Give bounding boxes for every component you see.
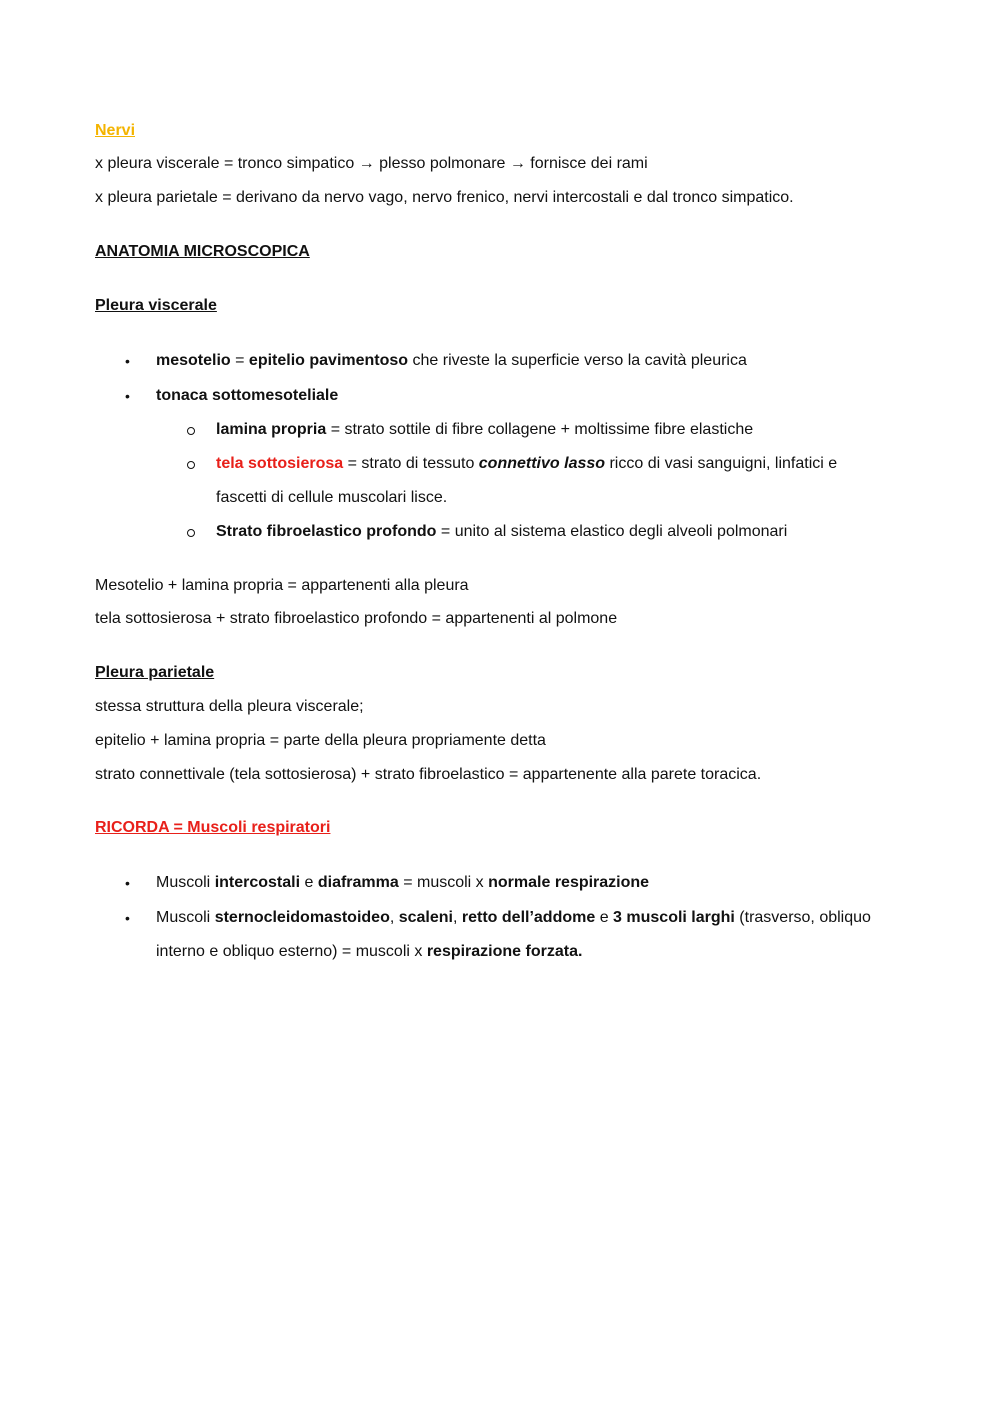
sublist-item-tela-sottosierosa: tela sottosierosa = strato di tessuto connettivo lasso ricco di vasi sanguigni, linfatici e xyxy=(216,455,838,472)
bullet-icon: • xyxy=(125,875,130,891)
list-item-mesotelio: mesotelio = epitelio pavimentoso che riveste la superficie verso la cavità pleurica xyxy=(156,352,747,369)
text-line-parietale-3: strato connettivale (tela sottosierosa) + strato fibroelastico = appartenente alla parete toracica. xyxy=(95,766,762,783)
text-line-tela-summary: tela sottosierosa + strato fibroelastico profondo = appartenenti al polmone xyxy=(95,610,618,627)
list-item-normale-respirazione: Muscoli intercostali e diaframma = muscoli x normale respirazione xyxy=(156,874,650,891)
list-item-continuation: interno e obliquo esterno) = muscoli x respirazione forzata. xyxy=(156,943,583,960)
arrow-right-icon: → xyxy=(509,155,526,172)
text-line-parietale-1: stessa struttura della pleura viscerale; xyxy=(95,698,364,715)
text-line-pleura-parietale-nervi: x pleura parietale = derivano da nervo vago, nervo frenico, nervi intercostali e dal tronco simpatico. xyxy=(95,189,794,206)
text-line-mesotelio-summary: Mesotelio + lamina propria = appartenenti alla pleura xyxy=(95,577,469,594)
bullet-icon: • xyxy=(125,388,130,404)
list-item-tonaca: tonaca sottomesoteliale xyxy=(156,387,339,404)
circle-bullet-icon xyxy=(187,529,195,537)
arrow-right-icon: → xyxy=(358,155,375,172)
circle-bullet-icon xyxy=(187,461,195,469)
section-title-anatomia: ANATOMIA MICROSCOPICA xyxy=(95,243,310,260)
sublist-item-strato-fibroelastico: Strato fibroelastico profondo = unito al sistema elastico degli alveoli polmonari xyxy=(216,523,788,540)
text-line-pleura-viscerale-nervi: x pleura viscerale = tronco simpatico → plesso polmonare → fornisce dei rami xyxy=(95,155,648,172)
list-item-respirazione-forzata: Muscoli sternocleidomastoideo, scaleni, retto dell’addome e 3 muscoli larghi (trasverso, obliquo xyxy=(156,909,871,926)
bullet-icon: • xyxy=(125,353,130,369)
section-title-ricorda: RICORDA = Muscoli respiratori xyxy=(95,819,331,836)
sublist-item-continuation: fascetti di cellule muscolari lisce. xyxy=(216,489,448,506)
text-line-parietale-2: epitelio + lamina propria = parte della pleura propriamente detta xyxy=(95,732,546,749)
section-title-pleura-parietale: Pleura parietale xyxy=(95,664,215,681)
section-title-nervi: Nervi xyxy=(95,122,136,139)
sublist-item-lamina-propria: lamina propria = strato sottile di fibre collagene + moltissime fibre elastiche xyxy=(216,421,754,438)
circle-bullet-icon xyxy=(187,427,195,435)
section-title-pleura-viscerale: Pleura viscerale xyxy=(95,297,217,314)
bullet-icon: • xyxy=(125,910,130,926)
